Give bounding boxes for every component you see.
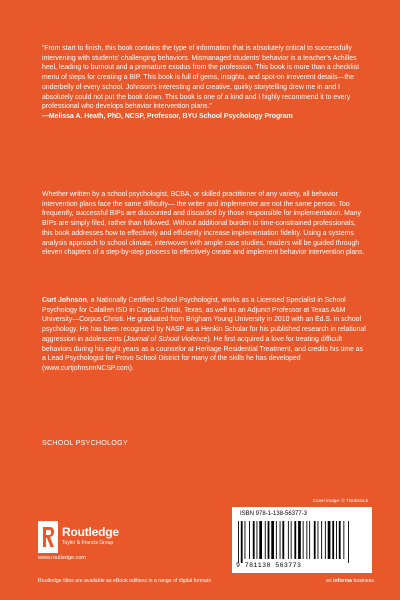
barcode-bar [309, 521, 310, 559]
barcode-bar [265, 521, 266, 559]
isbn-label: ISBN 978-1-138-56377-3 [240, 511, 308, 517]
barcode-bar [303, 521, 304, 559]
book-description: Whether written by a school psychologist, BCBA, or skilled practitioner of any variety, all behavior intervention plans face the same difficulty— the writer and implementer are not the same person. Too frequently, successful BIPs are discounted and discarded by those responsible for implementation. Many BIPs are simply filed, rather than followed. Without additional burden to time-constrained professionals, this book addresses how to effectively and efficiently increase implementation fidelity. Using a systems analysis approach to school climate, interwoven with ample case studies, readers will be guided through eleven chapters of a step-by-step process to effectively create and implement behavior intervention plans. [42, 191, 365, 257]
barcode-bar [348, 521, 349, 563]
quote-attribution: —Melissa A. Heath, PhD, NCSP, Professor, BYU School Psychology Program [42, 112, 293, 120]
endorsement-quote [42, 44, 366, 122]
barcode-bar [245, 521, 246, 559]
barcode-bar [328, 521, 331, 559]
barcode-bar [276, 521, 277, 559]
barcode-bar [318, 521, 319, 559]
publisher-group: Taylor & Francis Group [62, 540, 114, 546]
barcode-bar [282, 521, 284, 559]
barcode-bar [298, 521, 301, 559]
barcode-bar [321, 521, 322, 559]
cover-image-credit: Cover image: © Thinkstock [312, 498, 368, 503]
subject-category: SCHOOL PSYCHOLOGY [42, 438, 128, 447]
barcode-bar [280, 521, 281, 559]
barcode-bar [306, 521, 307, 559]
informa-business-tag [326, 578, 374, 584]
barcode-bar [271, 521, 274, 559]
barcode-panel [232, 507, 372, 573]
barcode-bar [257, 521, 258, 559]
barcode-bar [314, 521, 316, 559]
bio-text-part1: , a Nationally Certified School Psychologist, works as a Licensed Specialist in School Psychology for Calallen ISD in Corpus Christi, Texas, as well as an Adjunct Professor at Texas A&M University—Corpus Christi. He graduated from Brigham Young University in 2010 with an Ed.S. in school psychology. He has been recognized by NASP as a Henkin Scholar for his published research in relational aggression in adolescents ( [42, 297, 366, 343]
barcode-bar [253, 521, 255, 559]
barcode-bar [343, 521, 344, 559]
barcode-bar [241, 521, 243, 563]
informa-prefix: an [325, 578, 334, 584]
informa-brand: informa [333, 578, 353, 584]
barcode-bar [249, 521, 250, 559]
bio-journal-title: Journal of School Violence [125, 335, 208, 343]
routledge-logo-icon [38, 521, 58, 553]
publisher-name: Routledge [62, 525, 119, 539]
barcode-bar [291, 521, 292, 559]
barcode-bar [325, 521, 326, 559]
ebook-note: Routledge titles are available as eBook editions in a range of digital formats [38, 578, 212, 584]
barcode-bar [339, 521, 341, 559]
author-name: Curt Johnson [42, 297, 87, 304]
publisher-logo [38, 519, 158, 559]
author-bio [42, 296, 366, 374]
barcode-bar [259, 521, 262, 559]
publisher-website: www.routledge.com [38, 555, 86, 561]
barcode-icon [238, 521, 366, 563]
barcode-bar [238, 521, 239, 563]
barcode-bar [336, 521, 337, 559]
barcode-bar [294, 521, 296, 559]
barcode-digits: 9 781138 563773 [236, 562, 302, 569]
barcode-bar [332, 521, 334, 559]
quote-text: “From start to finish, this book contains the type of information that is absolutely critical to successfully intervening with students’ challenging behaviors. Mismanaged students’ behavior is a teacher’s Achilles heel, leading to burnout and a premature exodus from the profession. This book is more than a checklist menu of steps for creating a BIP. This book is full of gems, insights, and spot-on irreverent details—the underbelly of every school. Johnson’s interesting and creative, quirky storytelling drew me in and I absolutely could not put the book down. This book is one of a kind and I highly recommend it to every professional who develops behavior intervention plans.” [42, 45, 360, 111]
barcode-bar [268, 521, 270, 559]
bio-text-part2: ). He first acquired a love for treating difficult behaviors during his eight years as a counselor at Heritage Residential Treatment, and credits his time as a Lead Psychologist for Provo School District for many of the skills he has developed (www.curtjohnsonNCSP.com). [42, 335, 363, 372]
informa-suffix: business [352, 578, 374, 584]
barcode-bar [288, 521, 289, 559]
